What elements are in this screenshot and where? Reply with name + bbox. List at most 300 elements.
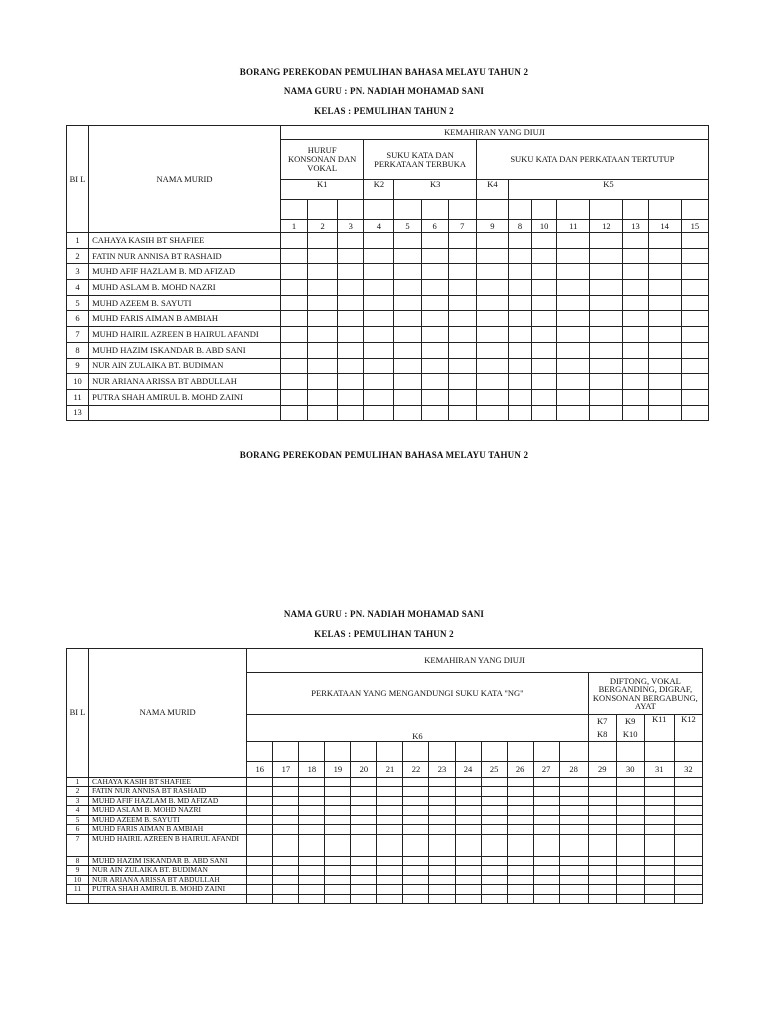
score-cell[interactable] [351, 866, 377, 876]
score-cell[interactable] [377, 796, 403, 806]
score-cell[interactable] [681, 311, 708, 327]
score-cell[interactable] [325, 777, 351, 787]
score-cell[interactable] [648, 233, 681, 249]
score-cell[interactable] [403, 894, 429, 904]
score-cell[interactable] [588, 815, 616, 825]
score-cell[interactable] [616, 894, 644, 904]
score-cell[interactable] [674, 806, 702, 816]
score-cell[interactable] [557, 264, 590, 280]
score-cell[interactable] [507, 866, 533, 876]
score-cell[interactable] [644, 866, 674, 876]
score-cell[interactable] [421, 405, 448, 421]
score-cell[interactable] [455, 825, 481, 835]
score-cell[interactable] [308, 358, 338, 374]
score-cell[interactable] [364, 280, 394, 296]
score-cell[interactable] [532, 264, 557, 280]
score-cell[interactable] [623, 233, 648, 249]
score-cell[interactable] [508, 342, 531, 358]
score-cell[interactable] [377, 815, 403, 825]
score-cell[interactable] [455, 856, 481, 866]
score-cell[interactable] [616, 796, 644, 806]
score-cell[interactable] [588, 806, 616, 816]
score-cell[interactable] [476, 342, 508, 358]
score-cell[interactable] [455, 815, 481, 825]
score-cell[interactable] [648, 327, 681, 343]
score-cell[interactable] [364, 233, 394, 249]
score-cell[interactable] [476, 311, 508, 327]
score-cell[interactable] [508, 374, 531, 390]
score-cell[interactable] [590, 248, 623, 264]
score-cell[interactable] [429, 777, 455, 787]
score-cell[interactable] [403, 856, 429, 866]
score-cell[interactable] [325, 815, 351, 825]
score-cell[interactable] [377, 834, 403, 856]
score-cell[interactable] [394, 264, 421, 280]
score-cell[interactable] [623, 358, 648, 374]
score-cell[interactable] [299, 815, 325, 825]
score-cell[interactable] [674, 856, 702, 866]
score-cell[interactable] [247, 885, 273, 895]
score-cell[interactable] [481, 834, 507, 856]
score-cell[interactable] [394, 342, 421, 358]
score-cell[interactable] [507, 834, 533, 856]
score-cell[interactable] [394, 295, 421, 311]
score-cell[interactable] [681, 358, 708, 374]
score-cell[interactable] [590, 311, 623, 327]
score-cell[interactable] [377, 894, 403, 904]
score-cell[interactable] [280, 280, 307, 296]
score-cell[interactable] [644, 806, 674, 816]
score-cell[interactable] [280, 233, 307, 249]
score-cell[interactable] [364, 374, 394, 390]
score-cell[interactable] [455, 894, 481, 904]
score-cell[interactable] [674, 796, 702, 806]
score-cell[interactable] [644, 825, 674, 835]
score-cell[interactable] [351, 777, 377, 787]
score-cell[interactable] [508, 311, 531, 327]
score-cell[interactable] [533, 787, 559, 797]
score-cell[interactable] [394, 374, 421, 390]
score-cell[interactable] [325, 796, 351, 806]
score-cell[interactable] [559, 866, 588, 876]
score-cell[interactable] [280, 295, 307, 311]
score-cell[interactable] [648, 374, 681, 390]
score-cell[interactable] [325, 834, 351, 856]
score-cell[interactable] [623, 295, 648, 311]
score-cell[interactable] [273, 885, 299, 895]
score-cell[interactable] [616, 866, 644, 876]
score-cell[interactable] [299, 834, 325, 856]
score-cell[interactable] [648, 389, 681, 405]
score-cell[interactable] [644, 796, 674, 806]
score-cell[interactable] [590, 327, 623, 343]
score-cell[interactable] [308, 374, 338, 390]
score-cell[interactable] [508, 264, 531, 280]
score-cell[interactable] [448, 327, 476, 343]
score-cell[interactable] [448, 280, 476, 296]
score-cell[interactable] [674, 834, 702, 856]
score-cell[interactable] [681, 295, 708, 311]
score-cell[interactable] [557, 295, 590, 311]
score-cell[interactable] [674, 777, 702, 787]
score-cell[interactable] [403, 834, 429, 856]
score-cell[interactable] [351, 834, 377, 856]
score-cell[interactable] [351, 825, 377, 835]
score-cell[interactable] [623, 327, 648, 343]
score-cell[interactable] [421, 342, 448, 358]
score-cell[interactable] [364, 342, 394, 358]
score-cell[interactable] [616, 885, 644, 895]
score-cell[interactable] [476, 327, 508, 343]
score-cell[interactable] [476, 374, 508, 390]
score-cell[interactable] [644, 815, 674, 825]
score-cell[interactable] [280, 374, 307, 390]
score-cell[interactable] [681, 389, 708, 405]
score-cell[interactable] [377, 885, 403, 895]
score-cell[interactable] [616, 856, 644, 866]
score-cell[interactable] [533, 875, 559, 885]
score-cell[interactable] [616, 875, 644, 885]
score-cell[interactable] [364, 358, 394, 374]
score-cell[interactable] [338, 342, 364, 358]
score-cell[interactable] [273, 796, 299, 806]
score-cell[interactable] [532, 248, 557, 264]
score-cell[interactable] [507, 825, 533, 835]
score-cell[interactable] [644, 885, 674, 895]
score-cell[interactable] [351, 875, 377, 885]
score-cell[interactable] [533, 834, 559, 856]
score-cell[interactable] [308, 327, 338, 343]
score-cell[interactable] [590, 342, 623, 358]
score-cell[interactable] [557, 280, 590, 296]
score-cell[interactable] [648, 405, 681, 421]
score-cell[interactable] [455, 834, 481, 856]
score-cell[interactable] [448, 405, 476, 421]
score-cell[interactable] [325, 825, 351, 835]
score-cell[interactable] [648, 358, 681, 374]
score-cell[interactable] [273, 875, 299, 885]
score-cell[interactable] [588, 787, 616, 797]
score-cell[interactable] [377, 856, 403, 866]
score-cell[interactable] [559, 787, 588, 797]
score-cell[interactable] [616, 806, 644, 816]
score-cell[interactable] [308, 264, 338, 280]
score-cell[interactable] [648, 264, 681, 280]
score-cell[interactable] [273, 815, 299, 825]
score-cell[interactable] [681, 248, 708, 264]
score-cell[interactable] [308, 295, 338, 311]
score-cell[interactable] [532, 358, 557, 374]
score-cell[interactable] [448, 264, 476, 280]
score-cell[interactable] [338, 233, 364, 249]
score-cell[interactable] [429, 885, 455, 895]
score-cell[interactable] [247, 796, 273, 806]
score-cell[interactable] [429, 796, 455, 806]
score-cell[interactable] [455, 796, 481, 806]
score-cell[interactable] [481, 885, 507, 895]
score-cell[interactable] [507, 796, 533, 806]
score-cell[interactable] [377, 866, 403, 876]
score-cell[interactable] [308, 389, 338, 405]
score-cell[interactable] [394, 311, 421, 327]
score-cell[interactable] [508, 358, 531, 374]
score-cell[interactable] [448, 233, 476, 249]
score-cell[interactable] [308, 342, 338, 358]
score-cell[interactable] [557, 358, 590, 374]
score-cell[interactable] [557, 405, 590, 421]
score-cell[interactable] [559, 834, 588, 856]
score-cell[interactable] [273, 777, 299, 787]
score-cell[interactable] [674, 825, 702, 835]
score-cell[interactable] [616, 815, 644, 825]
score-cell[interactable] [681, 233, 708, 249]
score-cell[interactable] [394, 280, 421, 296]
score-cell[interactable] [533, 885, 559, 895]
score-cell[interactable] [421, 389, 448, 405]
score-cell[interactable] [325, 885, 351, 895]
score-cell[interactable] [508, 327, 531, 343]
score-cell[interactable] [421, 280, 448, 296]
score-cell[interactable] [559, 825, 588, 835]
score-cell[interactable] [557, 327, 590, 343]
score-cell[interactable] [455, 806, 481, 816]
score-cell[interactable] [377, 875, 403, 885]
score-cell[interactable] [280, 327, 307, 343]
score-cell[interactable] [308, 405, 338, 421]
score-cell[interactable] [394, 405, 421, 421]
score-cell[interactable] [681, 374, 708, 390]
score-cell[interactable] [299, 856, 325, 866]
score-cell[interactable] [674, 787, 702, 797]
score-cell[interactable] [273, 787, 299, 797]
score-cell[interactable] [681, 342, 708, 358]
score-cell[interactable] [280, 389, 307, 405]
score-cell[interactable] [476, 358, 508, 374]
score-cell[interactable] [481, 815, 507, 825]
score-cell[interactable] [674, 885, 702, 895]
score-cell[interactable] [507, 856, 533, 866]
score-cell[interactable] [588, 875, 616, 885]
score-cell[interactable] [681, 264, 708, 280]
score-cell[interactable] [448, 374, 476, 390]
score-cell[interactable] [308, 311, 338, 327]
score-cell[interactable] [590, 280, 623, 296]
score-cell[interactable] [481, 787, 507, 797]
score-cell[interactable] [338, 280, 364, 296]
score-cell[interactable] [338, 311, 364, 327]
score-cell[interactable] [351, 806, 377, 816]
score-cell[interactable] [299, 875, 325, 885]
score-cell[interactable] [508, 389, 531, 405]
score-cell[interactable] [273, 894, 299, 904]
score-cell[interactable] [533, 815, 559, 825]
score-cell[interactable] [588, 866, 616, 876]
score-cell[interactable] [364, 389, 394, 405]
score-cell[interactable] [448, 358, 476, 374]
score-cell[interactable] [299, 894, 325, 904]
score-cell[interactable] [325, 787, 351, 797]
score-cell[interactable] [623, 389, 648, 405]
score-cell[interactable] [644, 875, 674, 885]
score-cell[interactable] [533, 866, 559, 876]
score-cell[interactable] [351, 856, 377, 866]
score-cell[interactable] [481, 875, 507, 885]
score-cell[interactable] [377, 806, 403, 816]
score-cell[interactable] [448, 295, 476, 311]
score-cell[interactable] [533, 825, 559, 835]
score-cell[interactable] [308, 248, 338, 264]
score-cell[interactable] [532, 233, 557, 249]
score-cell[interactable] [507, 777, 533, 787]
score-cell[interactable] [588, 885, 616, 895]
score-cell[interactable] [559, 875, 588, 885]
score-cell[interactable] [247, 825, 273, 835]
score-cell[interactable] [588, 825, 616, 835]
score-cell[interactable] [590, 358, 623, 374]
score-cell[interactable] [623, 374, 648, 390]
score-cell[interactable] [532, 327, 557, 343]
score-cell[interactable] [448, 342, 476, 358]
score-cell[interactable] [247, 894, 273, 904]
score-cell[interactable] [429, 825, 455, 835]
score-cell[interactable] [308, 233, 338, 249]
score-cell[interactable] [590, 233, 623, 249]
score-cell[interactable] [377, 787, 403, 797]
score-cell[interactable] [325, 875, 351, 885]
score-cell[interactable] [394, 233, 421, 249]
score-cell[interactable] [590, 264, 623, 280]
score-cell[interactable] [351, 894, 377, 904]
score-cell[interactable] [481, 866, 507, 876]
score-cell[interactable] [648, 248, 681, 264]
score-cell[interactable] [394, 327, 421, 343]
score-cell[interactable] [247, 856, 273, 866]
score-cell[interactable] [481, 806, 507, 816]
score-cell[interactable] [588, 834, 616, 856]
score-cell[interactable] [481, 894, 507, 904]
score-cell[interactable] [351, 796, 377, 806]
score-cell[interactable] [364, 405, 394, 421]
score-cell[interactable] [616, 777, 644, 787]
score-cell[interactable] [508, 233, 531, 249]
score-cell[interactable] [421, 311, 448, 327]
score-cell[interactable] [476, 389, 508, 405]
score-cell[interactable] [351, 815, 377, 825]
score-cell[interactable] [448, 389, 476, 405]
score-cell[interactable] [364, 264, 394, 280]
score-cell[interactable] [403, 825, 429, 835]
score-cell[interactable] [247, 806, 273, 816]
score-cell[interactable] [247, 815, 273, 825]
score-cell[interactable] [273, 806, 299, 816]
score-cell[interactable] [429, 875, 455, 885]
score-cell[interactable] [481, 825, 507, 835]
score-cell[interactable] [674, 866, 702, 876]
score-cell[interactable] [403, 787, 429, 797]
score-cell[interactable] [648, 295, 681, 311]
score-cell[interactable] [590, 295, 623, 311]
score-cell[interactable] [590, 374, 623, 390]
score-cell[interactable] [247, 787, 273, 797]
score-cell[interactable] [273, 866, 299, 876]
score-cell[interactable] [559, 777, 588, 787]
score-cell[interactable] [280, 264, 307, 280]
score-cell[interactable] [623, 248, 648, 264]
score-cell[interactable] [476, 405, 508, 421]
score-cell[interactable] [508, 280, 531, 296]
score-cell[interactable] [557, 233, 590, 249]
score-cell[interactable] [325, 856, 351, 866]
score-cell[interactable] [299, 825, 325, 835]
score-cell[interactable] [590, 405, 623, 421]
score-cell[interactable] [559, 856, 588, 866]
score-cell[interactable] [338, 295, 364, 311]
score-cell[interactable] [481, 856, 507, 866]
score-cell[interactable] [623, 405, 648, 421]
score-cell[interactable] [403, 875, 429, 885]
score-cell[interactable] [559, 894, 588, 904]
score-cell[interactable] [648, 280, 681, 296]
score-cell[interactable] [455, 787, 481, 797]
score-cell[interactable] [557, 374, 590, 390]
score-cell[interactable] [623, 342, 648, 358]
score-cell[interactable] [394, 248, 421, 264]
score-cell[interactable] [455, 866, 481, 876]
score-cell[interactable] [325, 894, 351, 904]
score-cell[interactable] [377, 777, 403, 787]
score-cell[interactable] [421, 295, 448, 311]
score-cell[interactable] [557, 389, 590, 405]
score-cell[interactable] [429, 806, 455, 816]
score-cell[interactable] [588, 894, 616, 904]
score-cell[interactable] [421, 374, 448, 390]
score-cell[interactable] [507, 806, 533, 816]
score-cell[interactable] [681, 327, 708, 343]
score-cell[interactable] [299, 787, 325, 797]
score-cell[interactable] [644, 777, 674, 787]
score-cell[interactable] [507, 875, 533, 885]
score-cell[interactable] [429, 866, 455, 876]
score-cell[interactable] [403, 806, 429, 816]
score-cell[interactable] [403, 866, 429, 876]
score-cell[interactable] [338, 358, 364, 374]
score-cell[interactable] [338, 327, 364, 343]
score-cell[interactable] [421, 327, 448, 343]
score-cell[interactable] [455, 885, 481, 895]
score-cell[interactable] [616, 834, 644, 856]
score-cell[interactable] [421, 248, 448, 264]
score-cell[interactable] [280, 248, 307, 264]
score-cell[interactable] [507, 815, 533, 825]
score-cell[interactable] [507, 787, 533, 797]
score-cell[interactable] [533, 777, 559, 787]
score-cell[interactable] [532, 405, 557, 421]
score-cell[interactable] [403, 815, 429, 825]
score-cell[interactable] [648, 311, 681, 327]
score-cell[interactable] [403, 777, 429, 787]
score-cell[interactable] [507, 885, 533, 895]
score-cell[interactable] [351, 885, 377, 895]
score-cell[interactable] [532, 280, 557, 296]
score-cell[interactable] [299, 866, 325, 876]
score-cell[interactable] [364, 248, 394, 264]
score-cell[interactable] [616, 787, 644, 797]
score-cell[interactable] [590, 389, 623, 405]
score-cell[interactable] [533, 806, 559, 816]
score-cell[interactable] [532, 389, 557, 405]
score-cell[interactable] [273, 834, 299, 856]
score-cell[interactable] [421, 358, 448, 374]
